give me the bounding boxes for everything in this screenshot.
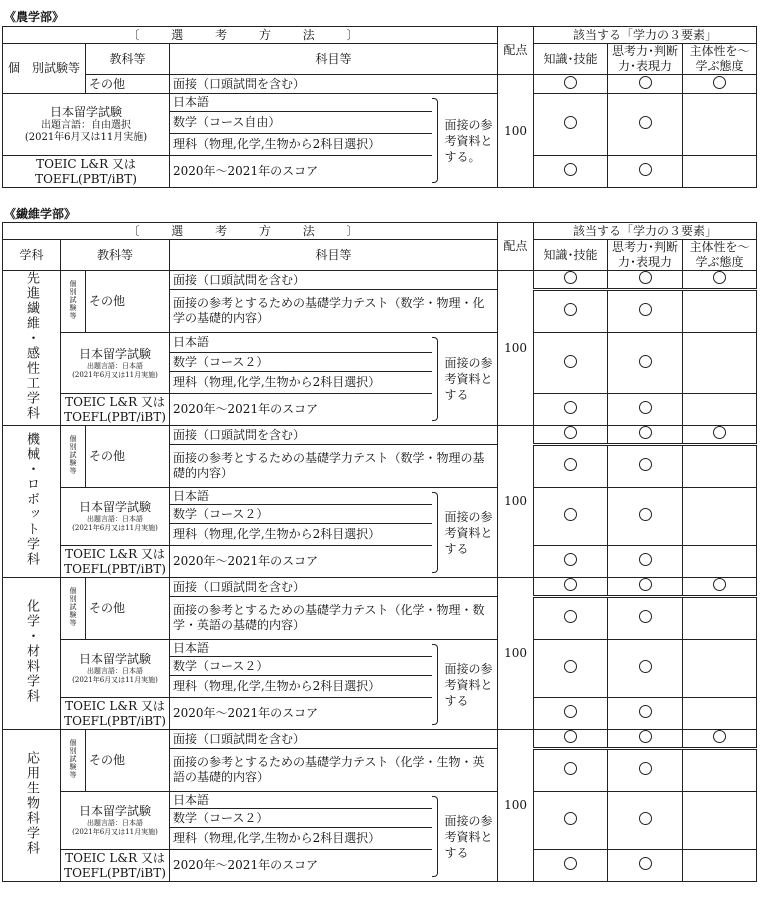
individual-label: 個 別試験等 — [3, 44, 86, 94]
circle-mark — [639, 730, 652, 743]
knowledge-header: 知識･技能 — [534, 240, 608, 271]
eju-lang: 出題言語：自由選択 — [41, 120, 131, 131]
bracket-icon — [432, 644, 438, 725]
circle-mark — [564, 705, 577, 718]
basic-test-item: 面接の参考とするための基礎学力テスト（化学・物理・数学・英語の基礎的内容） — [170, 597, 498, 640]
circle-mark — [564, 857, 577, 870]
circle-mark — [639, 426, 652, 439]
circle-mark — [564, 116, 577, 129]
circle-mark — [564, 76, 577, 89]
eju-item: 数学（コース２） — [170, 657, 432, 676]
circle-mark — [564, 610, 577, 623]
test-kind: 個別試験等 — [61, 730, 86, 792]
bracket-icon — [432, 796, 438, 877]
eju-item: 理科（物理,化学,生物から2科目選択） — [170, 676, 432, 698]
eju-date: (2021年6月又は11月実施) — [24, 132, 148, 143]
toeic-label: TOEIC L&R 又は TOEFL(PBT/iBT) — [61, 394, 170, 426]
test-kind: 個別試験等 — [61, 271, 86, 333]
method-header: 〔 選 考 方 法 〕 — [3, 27, 498, 44]
bracket-note: 面接の参考資料とする — [432, 792, 498, 882]
toeic-label: TOEIC L&R 又は TOEFL(PBT/iBT) — [61, 546, 170, 578]
circle-mark — [639, 76, 652, 89]
eju-item: 数学（コース２） — [170, 505, 432, 524]
circle-mark — [639, 163, 652, 176]
dept-name: 先進繊維・感性工学科 — [3, 271, 61, 426]
bracket-note: 面接の参考資料とする — [432, 333, 498, 426]
circle-mark — [639, 508, 652, 521]
dept-name: 化学・材料学科 — [3, 578, 61, 730]
bracket-note: 面接の参考資料とする。 — [432, 94, 498, 188]
circle-mark — [564, 730, 577, 743]
independence-header: 主体性を～学ぶ態度 — [683, 240, 757, 271]
circle-mark — [639, 578, 652, 591]
score-header: 配点 — [498, 223, 534, 271]
score-value: 100 — [498, 730, 534, 882]
dept-name: 応用生物科学科 — [3, 730, 61, 882]
eju-item: 理科（物理,化学,生物から2科目選択） — [170, 828, 432, 850]
independence-header: 主体性を～学ぶ態度 — [683, 44, 757, 75]
circle-mark — [564, 426, 577, 439]
eju-label: 日本留学試験 出題言語：日本語 (2021年6月又は11月実施) — [61, 488, 170, 546]
agri-table — [2, 26, 757, 188]
fiber-table — [2, 222, 757, 882]
circle-mark — [639, 610, 652, 623]
circle-mark — [713, 426, 726, 439]
dept-block — [3, 426, 757, 578]
items-header: 科目等 — [170, 44, 498, 75]
circle-mark — [713, 271, 726, 284]
basic-test-item: 面接の参考とするための基礎学力テスト（化学・生物・英語の基礎的内容） — [170, 749, 498, 792]
circle-mark — [564, 553, 577, 566]
eju-item: 理科（物理,化学,生物から2科目選択） — [170, 372, 432, 394]
score-header: 配点 — [498, 27, 534, 75]
score-range: 2020年～2021年のスコア — [170, 156, 432, 188]
eju-label: 日本留学試験 出題言語：日本語 (2021年6月又は11月実施) — [61, 333, 170, 394]
fiber-heading: 《繊維学部》 — [4, 207, 77, 221]
eju-label: 日本留学試験 出題言語：日本語 (2021年6月又は11月実施) — [61, 792, 170, 850]
circle-mark — [564, 578, 577, 591]
eju-item: 数学（コース２） — [170, 353, 432, 372]
circle-mark — [639, 762, 652, 775]
circle-mark — [639, 812, 652, 825]
circle-mark — [639, 401, 652, 414]
other-label: その他 — [86, 75, 170, 94]
other-label: その他 — [86, 271, 170, 333]
circle-mark — [639, 303, 652, 316]
eju-label: 日本留学試験 出題言語：日本語 (2021年6月又は11月実施) — [61, 640, 170, 698]
eju-item: 理科（物理,化学,生物から2科目選択） — [170, 134, 432, 156]
agri-heading: 《農学部》 — [4, 10, 65, 24]
circle-mark — [639, 705, 652, 718]
dept-header: 学科 — [3, 240, 61, 271]
circle-mark — [713, 76, 726, 89]
circle-mark — [564, 812, 577, 825]
elements-header: 該当する「学力の３要素」 — [534, 223, 757, 240]
score-range: 2020年～2021年のスコア — [170, 850, 432, 882]
circle-mark — [639, 458, 652, 471]
knowledge-header: 知識･技能 — [534, 44, 608, 75]
toeic-label: TOEIC L&R 又は TOEFL(PBT/iBT) — [3, 156, 170, 188]
circle-mark — [564, 660, 577, 673]
circle-mark — [713, 578, 726, 591]
circle-mark — [564, 401, 577, 414]
score-range: 2020年～2021年のスコア — [170, 698, 432, 730]
circle-mark — [564, 163, 577, 176]
basic-test-item: 面接の参考とするための基礎学力テスト（数学・物理の基礎的内容） — [170, 445, 498, 488]
eju-item: 日本語 — [170, 792, 432, 809]
eju-item: 日本語 — [170, 333, 432, 353]
elements-header: 該当する「学力の３要素」 — [534, 27, 757, 44]
thinking-header: 思考力･判断力･表現力 — [608, 44, 683, 75]
circle-mark — [564, 458, 577, 471]
bracket-icon — [432, 98, 438, 183]
circle-mark — [639, 857, 652, 870]
dept-block — [3, 271, 757, 426]
test-kind: 個別試験等 — [61, 578, 86, 640]
eju-name: 日本留学試験 — [49, 105, 122, 119]
circle-mark — [564, 355, 577, 368]
eju-item: 日本語 — [170, 640, 432, 657]
dept-name: 機械・ロボット学科 — [3, 426, 61, 578]
bracket-icon — [432, 492, 438, 573]
circle-mark — [639, 660, 652, 673]
interview-item: 面接（口頭試問を含む） — [170, 730, 498, 749]
score-value: 100 — [498, 75, 534, 188]
bracket-icon — [432, 337, 438, 421]
circle-mark — [639, 553, 652, 566]
interview-item: 面接（口頭試問を含む） — [170, 426, 498, 445]
score-range: 2020年～2021年のスコア — [170, 546, 432, 578]
eju-label — [3, 94, 170, 156]
bracket-note: 面接の参考資料とする — [432, 640, 498, 730]
toeic-label: TOEIC L&R 又は TOEFL(PBT/iBT) — [61, 850, 170, 882]
score-value: 100 — [498, 271, 534, 426]
basic-test-item: 面接の参考とするための基礎学力テスト（数学・物理・化学の基礎的内容） — [170, 290, 498, 333]
dept-block — [3, 730, 757, 882]
circle-mark — [564, 303, 577, 316]
circle-mark — [639, 116, 652, 129]
method-header: 〔 選 考 方 法 〕 — [3, 223, 498, 240]
interview-item: 面接（口頭試問を含む） — [170, 271, 498, 290]
eju-item: 日本語 — [170, 94, 432, 112]
circle-mark — [713, 730, 726, 743]
dept-block — [3, 578, 757, 730]
circle-mark — [639, 271, 652, 284]
bracket-note: 面接の参考資料とする — [432, 488, 498, 578]
eju-item: 理科（物理,化学,生物から2科目選択） — [170, 524, 432, 546]
subject-header: 教科等 — [61, 240, 170, 271]
score-value: 100 — [498, 578, 534, 730]
test-kind: 個別試験等 — [61, 426, 86, 488]
eju-item: 日本語 — [170, 488, 432, 505]
score-value: 100 — [498, 426, 534, 578]
items-header: 科目等 — [170, 240, 498, 271]
eju-item: 数学（コース自由） — [170, 112, 432, 134]
other-label: その他 — [86, 578, 170, 640]
circle-mark — [564, 762, 577, 775]
circle-mark — [564, 271, 577, 284]
eju-item: 数学（コース２） — [170, 809, 432, 828]
other-label: その他 — [86, 426, 170, 488]
circle-mark — [564, 508, 577, 521]
subject-header: 教科等 — [86, 44, 170, 75]
other-label: その他 — [86, 730, 170, 792]
circle-mark — [639, 355, 652, 368]
interview-item: 面接（口頭試問を含む） — [170, 75, 498, 94]
score-range: 2020年～2021年のスコア — [170, 394, 432, 426]
toeic-label: TOEIC L&R 又は TOEFL(PBT/iBT) — [61, 698, 170, 730]
interview-item: 面接（口頭試問を含む） — [170, 578, 498, 597]
thinking-header: 思考力･判断力･表現力 — [608, 240, 683, 271]
